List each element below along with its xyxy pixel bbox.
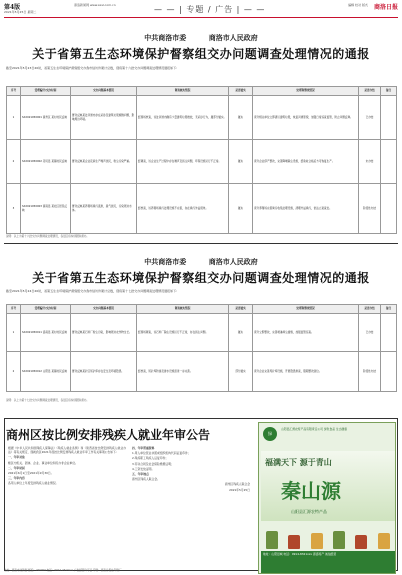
column-header: 调查核实情况: [137, 305, 229, 314]
notice-signature: 商州区残疾人联合会: [224, 482, 250, 487]
notice-heading: 一、年审对象: [8, 455, 25, 460]
cell-issue: 群众反映某石料厂粉尘污染，影响周边农作物生长。: [71, 314, 137, 352]
cell-action: 责令企业停产整改，完善降噪除尘设施，经验收合格后方可恢复生产。: [253, 140, 359, 184]
notice-paragraph: 3.劳动合同及社会保险缴费证明；: [132, 461, 174, 466]
table-row: [7, 140, 397, 184]
cell-no: 2: [7, 352, 21, 392]
article2-lead: 截至2021年5月24日20时，省第五生态环境保护督察组交办我市信访件累计总数，现将第十七批交办问题调查处理情况通报如下：: [6, 289, 180, 293]
table-row: [7, 314, 397, 352]
cell-issue: 群众反映某处河道内存在采砂及建筑垃圾倾倒问题，影响周边环境。: [71, 96, 137, 140]
article2-headline: 关于省第五生态环境保护督察组交办问题调查处理情况的通报: [32, 271, 370, 285]
column-header: 交办问题基本情况: [71, 305, 137, 314]
cell-no: 3: [7, 184, 21, 234]
cell-true: 属实: [229, 184, 253, 234]
header-divider: [4, 17, 398, 18]
notice-heading: 二、年审时间: [8, 465, 25, 470]
column-header: 备注: [381, 305, 397, 314]
cell-action: 责令企业完善尾矿库设施，开展隐患排查，限期整改到位。: [253, 352, 359, 392]
cell-issue: 群众反映某矿区尾矿库存在安全及环境隐患。: [71, 352, 137, 392]
product-jar-icon: [266, 531, 278, 549]
notice-heading: 五、年审地点: [132, 472, 149, 477]
ad-header: [261, 425, 395, 447]
page-footer: 地址：商洛市北新街 邮编：726000 电话：0914-2313xxx 广告经营许可证 印刷：商洛日报社印刷厂: [4, 569, 122, 572]
cell-note: [381, 314, 397, 352]
cell-done: 阶段性办结: [359, 184, 381, 234]
page-date: 2021年5月25日 星期二: [4, 10, 37, 14]
notice-paragraph: 1.用人单位营业执照或组织机构代码证复印件；: [132, 451, 191, 456]
notice-paragraph: 商州区残疾人联合会。: [132, 477, 160, 482]
article1-footnote: 说明：以上为第十六批交办问题调查处理情况，各县区将持续跟踪督办。: [6, 235, 89, 238]
column-header: 处理和整改情况: [253, 305, 359, 314]
cell-no: 2: [7, 140, 21, 184]
notice-column-2: [132, 446, 250, 493]
column-header: 是否属实: [229, 87, 253, 96]
article2-issuer-party: 中共商洛市委: [144, 258, 187, 266]
notice-title: 商州区按比例安排残疾人就业年审公告: [6, 428, 211, 442]
ad-banner: [261, 451, 395, 521]
notice-column-1: [8, 446, 126, 487]
advertisement[interactable]: [258, 422, 396, 574]
column-header: 备注: [381, 87, 397, 96]
article-divider: [4, 243, 398, 244]
column-header: 受理编号/交办时间: [21, 305, 71, 314]
cell-check: 经核查，尾矿库防渗及排水设施需进一步完善。: [137, 352, 229, 392]
column-header: 处理和整改情况: [253, 87, 359, 96]
notice-paragraph: 辖区内机关、团体、企业、事业单位和民办非企业单位。: [8, 460, 78, 465]
product-jar-icon: [355, 535, 367, 549]
header-links[interactable]: 商洛新闻网 www.sxsl.com.cn: [74, 3, 116, 7]
cell-done: 已办结: [359, 314, 381, 352]
column-header: 交办问题基本情况: [71, 87, 137, 96]
article2-issuer-gov: 商洛市人民政府: [208, 258, 258, 266]
notice-paragraph: 2021年6月1日至2021年9月30日。: [8, 471, 54, 476]
column-header: 序号: [7, 87, 21, 96]
cell-note: [381, 184, 397, 234]
cell-no: 1: [7, 96, 21, 140]
article1-table: [6, 86, 397, 234]
notice-paragraph: 根据《中华人民共和国残疾人保障法》《残疾人就业条例》和《陕西省按比例安排残疾人就业办法》等有关规定，现就我区2021年度按比例安排残疾人就业年审工作有关事项公告如下：: [8, 446, 126, 455]
product-jar-icon: [378, 533, 390, 549]
cell-done: 阶段性办结: [359, 352, 381, 392]
cell-id: SX2021050012 山阳县 某镇村民反映: [21, 352, 71, 392]
cell-check: 经现场调查，该石料厂除尘设施运行不正常，存在扬尘问题。: [137, 314, 229, 352]
cell-note: [381, 96, 397, 140]
column-header: 是否办结: [359, 305, 381, 314]
notice-paragraph: 4.工资发放证明。: [132, 466, 155, 471]
notice-paragraph: 各用人单位上年度安排残疾人就业情况。: [8, 481, 59, 486]
column-header: 是否办结: [359, 87, 381, 96]
product-jar-icon: [333, 531, 345, 549]
article1-lead: 截至2021年5月23日20时，省第五生态环境保护督察组交办我市信访件累计总数，现将第十六批交办问题调查处理情况通报如下：: [6, 66, 180, 70]
notice-date: 2021年5月25日: [229, 487, 250, 492]
masthead-logo: 商洛日报: [373, 4, 398, 11]
product-jar-icon: [311, 533, 323, 549]
cell-done: 已办结: [359, 96, 381, 140]
cell-issue: 群众反映某企业夜间生产噪声扰民，粉尘污染严重。: [71, 140, 137, 184]
table-row: [7, 96, 397, 140]
cell-check: 经现场核查，该处河道内确有少量建筑垃圾堆放，无采砂行为，属部分属实。: [137, 96, 229, 140]
article1-issuer: [0, 33, 402, 43]
cell-action: 责令相关单位立即清运建筑垃圾，恢复河道原貌，加强日常巡查监管，防止问题反弹。: [253, 96, 359, 140]
ad-slogan: 福满天下 源于青山: [265, 457, 332, 467]
cell-true: 属实: [229, 96, 253, 140]
cell-no: 1: [7, 314, 21, 352]
column-header: 调查核实情况: [137, 87, 229, 96]
cell-id: SX2021050001 商州区 某村村民反映: [21, 96, 71, 140]
article1-issuer-gov: 商洛市人民政府: [208, 34, 258, 42]
ad-company-text: 山阳县汇源农特产品有限责任公司 绿色食品 生态健康: [281, 427, 348, 431]
page-number: 第4版: [4, 4, 21, 11]
article2-table: [6, 304, 397, 392]
company-logo-icon: 绿: [263, 427, 277, 441]
article1-issuer-party: 中共商洛市委: [144, 34, 187, 42]
cell-true: 属实: [229, 314, 253, 352]
article2-issuer: [0, 257, 402, 267]
cell-id: SX2021050011 洛南县 某村村民反映: [21, 314, 71, 352]
product-jar-icon: [288, 535, 300, 549]
cell-note: [381, 352, 397, 392]
cell-done: 未办结: [359, 140, 381, 184]
table-row: [7, 184, 397, 234]
article2-footnote: 说明：以上为第十七批交办问题调查处理情况，各县区将持续跟踪督办。: [6, 399, 89, 402]
notice-heading: 四、年审所需资料: [132, 446, 155, 450]
cell-check: 经核查，该养殖场粪污处理设施不完善，存在粪污外溢现象。: [137, 184, 229, 234]
cell-true: 部分属实: [229, 352, 253, 392]
notice-paragraph: 2.残疾职工残疾人证复印件；: [132, 456, 169, 461]
ad-brand-calligraphy: 秦山源: [281, 479, 341, 503]
table-row: [7, 352, 397, 392]
cell-action: 责令立即整改，完善喷淋抑尘措施，加强监管巡查。: [253, 314, 359, 352]
cell-id: SX2021050003 商南县 某社区居民反映: [21, 184, 71, 234]
cell-true: 属实: [229, 140, 253, 184]
ad-contact-bar: 地址：山阳县城 电话：0914-8321xxx 商洛特产 诚信经营: [261, 551, 395, 573]
column-header: 是否属实: [229, 305, 253, 314]
cell-action: 责令养殖场完善粪污收集处理设施，清理外溢粪污，依法立案查处。: [253, 184, 359, 234]
page-header: [4, 2, 398, 16]
table-header-row: [7, 305, 397, 314]
table-header-row: [7, 87, 397, 96]
ad-products: [261, 523, 395, 549]
section-title: — — | 专题 / 广告 | — —: [154, 5, 266, 14]
ad-subtitle: 山阳县汇源农特产品: [291, 509, 327, 514]
cell-check: 经调查，该企业生产过程中存在噪声及扬尘问题，环保设施运行不正常。: [137, 140, 229, 184]
editor-credits: 编辑 校对 版式: [348, 3, 368, 7]
cell-note: [381, 140, 397, 184]
column-header: 受理编号/交办时间: [21, 87, 71, 96]
column-header: 序号: [7, 305, 21, 314]
cell-id: SX2021050002 丹凤县 某镇村民反映: [21, 140, 71, 184]
article1-headline: 关于省第五生态环境保护督察组交办问题调查处理情况的通报: [32, 47, 370, 61]
cell-issue: 群众反映某养殖场粪污直排，臭气扰民，污染周边水体。: [71, 184, 137, 234]
notice-heading: 三、年审内容: [8, 476, 25, 481]
